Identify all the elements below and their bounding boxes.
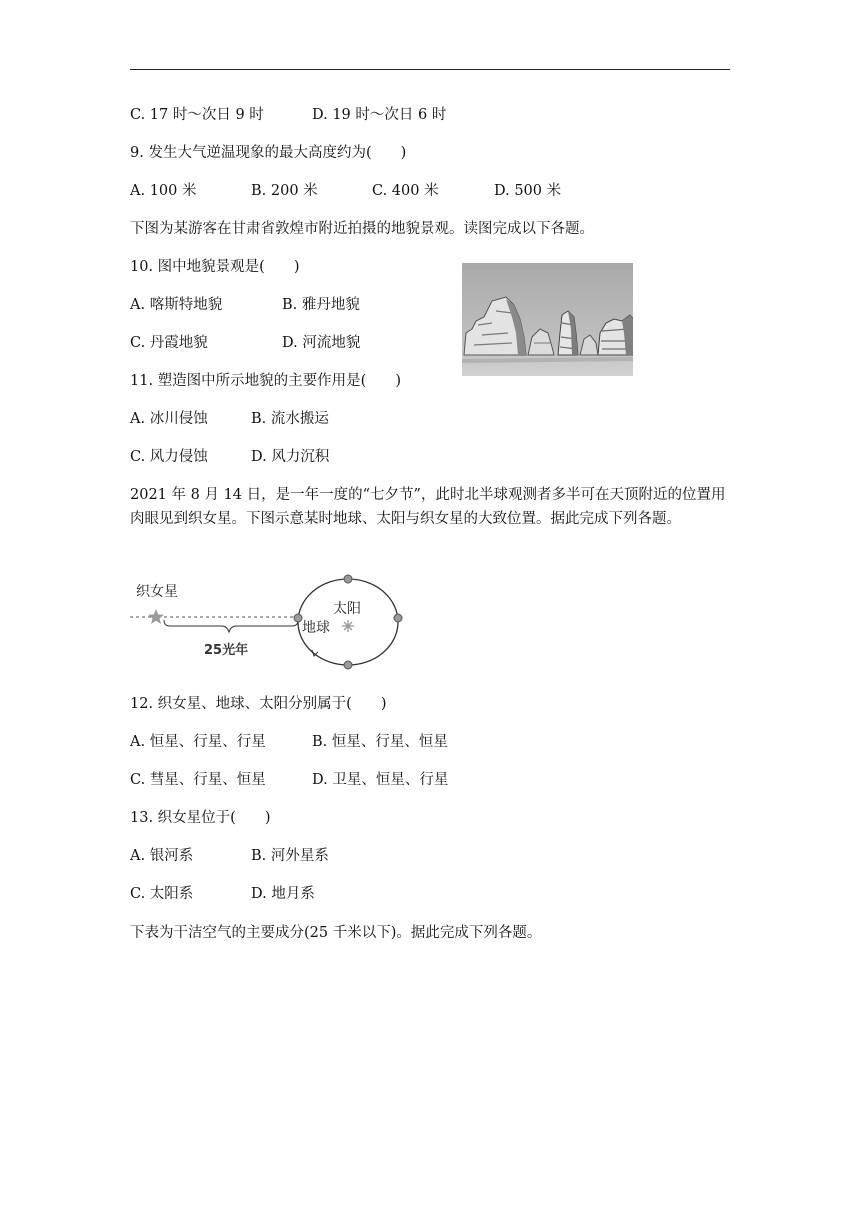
q13-stem: 13. 织女星位于( ): [130, 810, 271, 826]
orbit-position-right: [394, 614, 402, 622]
intro-air: 下表为干洁空气的主要成分(25 千米以下)。据此完成下列各题。: [130, 925, 542, 941]
q10-stem: 10. 图中地貌景观是( ): [130, 259, 300, 275]
vega-star-icon: [148, 609, 164, 624]
yardang-landform-photo: [462, 263, 633, 376]
q13-option-c: C. 太阳系: [130, 886, 194, 902]
q9-stem: 9. 发生大气逆温现象的最大高度约为( ): [130, 145, 407, 161]
q11-stem: 11. 塑造图中所示地貌的主要作用是( ): [130, 373, 401, 389]
q9-option-a: A. 100 米: [130, 183, 197, 199]
q11-option-b: B. 流水搬运: [251, 411, 329, 427]
sun-icon: [342, 620, 354, 632]
q13-option-b: B. 河外星系: [251, 848, 329, 864]
q11-option-c: C. 风力侵蚀: [130, 449, 208, 465]
q8-option-d: D. 19 时～次日 6 时: [312, 107, 447, 123]
q9-option-c: C. 400 米: [372, 183, 439, 199]
q12-option-c: C. 彗星、行星、恒星: [130, 772, 266, 788]
intro-dunhuang: 下图为某游客在甘肃省敦煌市附近拍摄的地貌景观。读图完成以下各题。: [130, 221, 594, 237]
orbit-position-top: [344, 575, 352, 583]
q12-option-a: A. 恒星、行星、行星: [130, 734, 266, 750]
q10-option-b: B. 雅丹地貌: [282, 297, 360, 313]
earth-position: [294, 614, 302, 622]
earth-label: 地球: [302, 620, 330, 636]
vega-earth-sun-diagram: [128, 568, 418, 674]
q13-option-d: D. 地月系: [251, 886, 315, 902]
q10-option-d: D. 河流地貌: [282, 335, 361, 351]
q10-option-a: A. 喀斯特地貌: [130, 297, 223, 313]
header-rule: [130, 69, 730, 70]
sun-label: 太阳: [333, 601, 361, 617]
q8-option-c: C. 17 时～次日 9 时: [130, 107, 264, 123]
q9-option-b: B. 200 米: [251, 183, 318, 199]
q10-option-c: C. 丹霞地貌: [130, 335, 208, 351]
q11-option-a: A. 冰川侵蚀: [130, 411, 208, 427]
orbit-position-bottom: [344, 661, 352, 669]
q13-option-a: A. 银河系: [130, 848, 194, 864]
q12-option-b: B. 恒星、行星、恒星: [312, 734, 448, 750]
q12-option-d: D. 卫星、恒星、行星: [312, 772, 449, 788]
vega-label: 织女星: [136, 584, 178, 600]
q11-option-d: D. 风力沉积: [251, 449, 330, 465]
distance-label: 25光年: [204, 643, 249, 658]
intro-vega: 2021 年 8 月 14 日，是一年一度的“七夕节”，此时北半球观测者多半可在天顶附近的位置用肉眼见到织女星。下图示意某时地球、太阳与织女星的大致位置。据此完成下列各题。: [130, 487, 726, 527]
q9-option-d: D. 500 米: [494, 183, 562, 199]
q12-stem: 12. 织女星、地球、太阳分别属于( ): [130, 696, 387, 712]
